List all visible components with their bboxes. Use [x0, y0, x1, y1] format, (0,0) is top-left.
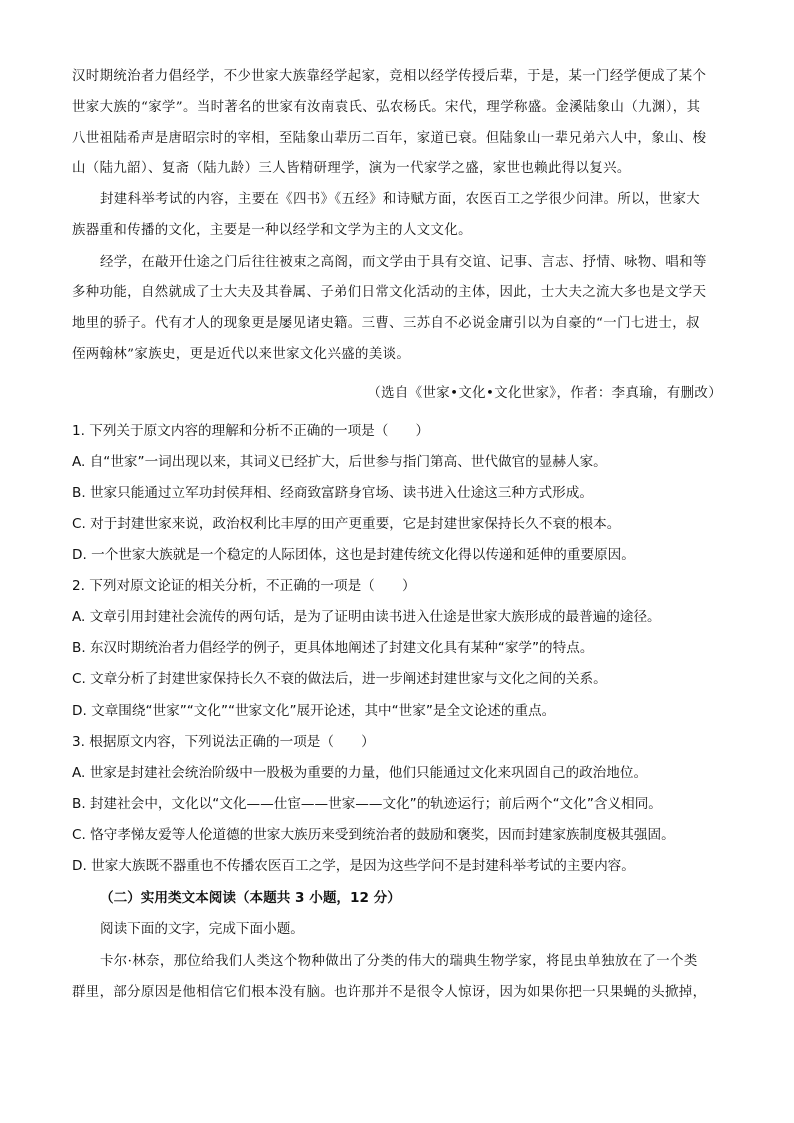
section-instruction: 阅读下面的文字，完成下面小题。 [100, 921, 304, 937]
question-stem: 3. 根据原文内容，下列说法正确的一项是（ ） [72, 734, 375, 750]
passage-source: （选自《世家•文化•文化世家》，作者：李真瑜，有删改） [367, 386, 722, 401]
question-option: C. 文章分析了封建世家保持长久不衰的做法后，进一步阐述封建世家与文化之间的关系。 [72, 671, 607, 687]
passage-line: 多种功能，自然就成了士大夫及其眷属、子弟们日常文化活动的主体，因此，士大夫之流大多也是文学天 [72, 285, 707, 300]
question-option: D. 文章围绕“世家”“文化”“世家文化”展开论述，其中“世家”是全文论述的重点。 [72, 703, 556, 719]
question-option: C. 恪守孝悌友爱等人伦道德的世家大族历来受到统治者的鼓励和褒奖，因而封建家族制度极其强固。 [72, 827, 675, 843]
question-option: C. 对于封建世家来说，政治权利比丰厚的田产更重要，它是封建世家保持长久不衰的根本。 [72, 516, 621, 532]
section-heading: （二）实用类文本阅读（本题共 3 小题，12 分） [100, 890, 401, 906]
question-option: A. 文章引用封建社会流传的两句话，是为了证明由读书进入仕途是世家大族形成的最普遍的途径。 [72, 609, 661, 625]
passage-line: 世家大族的“家学”。当时著名的世家有汝南袁氏、弘农杨氏。宋代，理学称盛。金溪陆象山（九渊），其 [72, 100, 701, 115]
question-option: D. 世家大族既不器重也不传播农医百工之学，是因为这些学问不是封建科举考试的主要内容。 [72, 858, 635, 874]
passage-line: 经学，在敲开仕途之门后往往被束之高阁，而文学由于具有交谊、记事、言志、抒情、咏物、唱和等 [100, 255, 707, 270]
question-option: A. 自“世家”一词出现以来，其词义已经扩大，后世参与指门第高、世代做官的显赫人家。 [72, 454, 607, 470]
question-option: B. 封建社会中，文化以“文化——仕宦——世家——文化”的轨迹运行；前后两个“文化”含义相同。 [72, 796, 662, 812]
question-option: B. 世家只能通过立军功封侯拜相、经商致富跻身官场、读书进入仕途这三种方式形成。 [72, 485, 593, 501]
passage-line: 封建科举考试的内容，主要在《四书》《五经》和诗赋方面，农医百工之学很少问津。所以，世家大 [100, 192, 701, 207]
passage-line: 群里，部分原因是他相信它们根本没有脑。也许那并不是很令人惊讶，因为如果你把一只果蝇的头掀掉， [72, 985, 707, 1000]
passage-line: 汉时期统治者力倡经学，不少世家大族靠经学起家，竞相以经学传授后辈，于是，某一门经学便成了某个 [72, 69, 707, 84]
question-option: B. 东汉时期统治者力倡经学的例子，更具体地阐述了封建文化具有某种“家学”的特点。 [72, 640, 594, 656]
question-stem: 2. 下列对原文论证的相关分析，不正确的一项是（ ） [72, 578, 416, 594]
question-stem: 1. 下列关于原文内容的理解和分析不正确的一项是（ ） [72, 423, 430, 439]
passage-line: 山（陆九韶）、复斋（陆九龄）三人皆精研理学，演为一代家学之盛，家世也赖此得以复兴。 [72, 161, 631, 176]
passage-line: 卡尔·林奈，那位给我们人类这个物种做出了分类的伟大的瑞典生物学家，将昆虫单独放在了一个类 [100, 954, 698, 969]
passage-line: 侄两翰林”家族史，更是近代以来世家文化兴盛的美谈。 [72, 347, 411, 362]
passage-line: 族器重和传播的文化，主要是一种以经学和文学为主的人文文化。 [72, 223, 472, 238]
passage-line: 八世祖陆希声是唐昭宗时的宰相，至陆象山辈历二百年，家道已衰。但陆象山一辈兄弟六人中，象山、梭 [72, 131, 707, 146]
question-option: D. 一个世家大族就是一个稳定的人际团体，这也是封建传统文化得以传递和延伸的重要原因。 [72, 547, 635, 563]
passage-line: 地里的骄子。代有才人的现象更是屡见诸史籍。三曹、三苏自不必说金庸引以为自豪的“一门七进士，叔 [72, 316, 700, 331]
question-option: A. 世家是封建社会统治阶级中一股极为重要的力量，他们只能通过文化来巩固自己的政治地位。 [72, 765, 648, 781]
